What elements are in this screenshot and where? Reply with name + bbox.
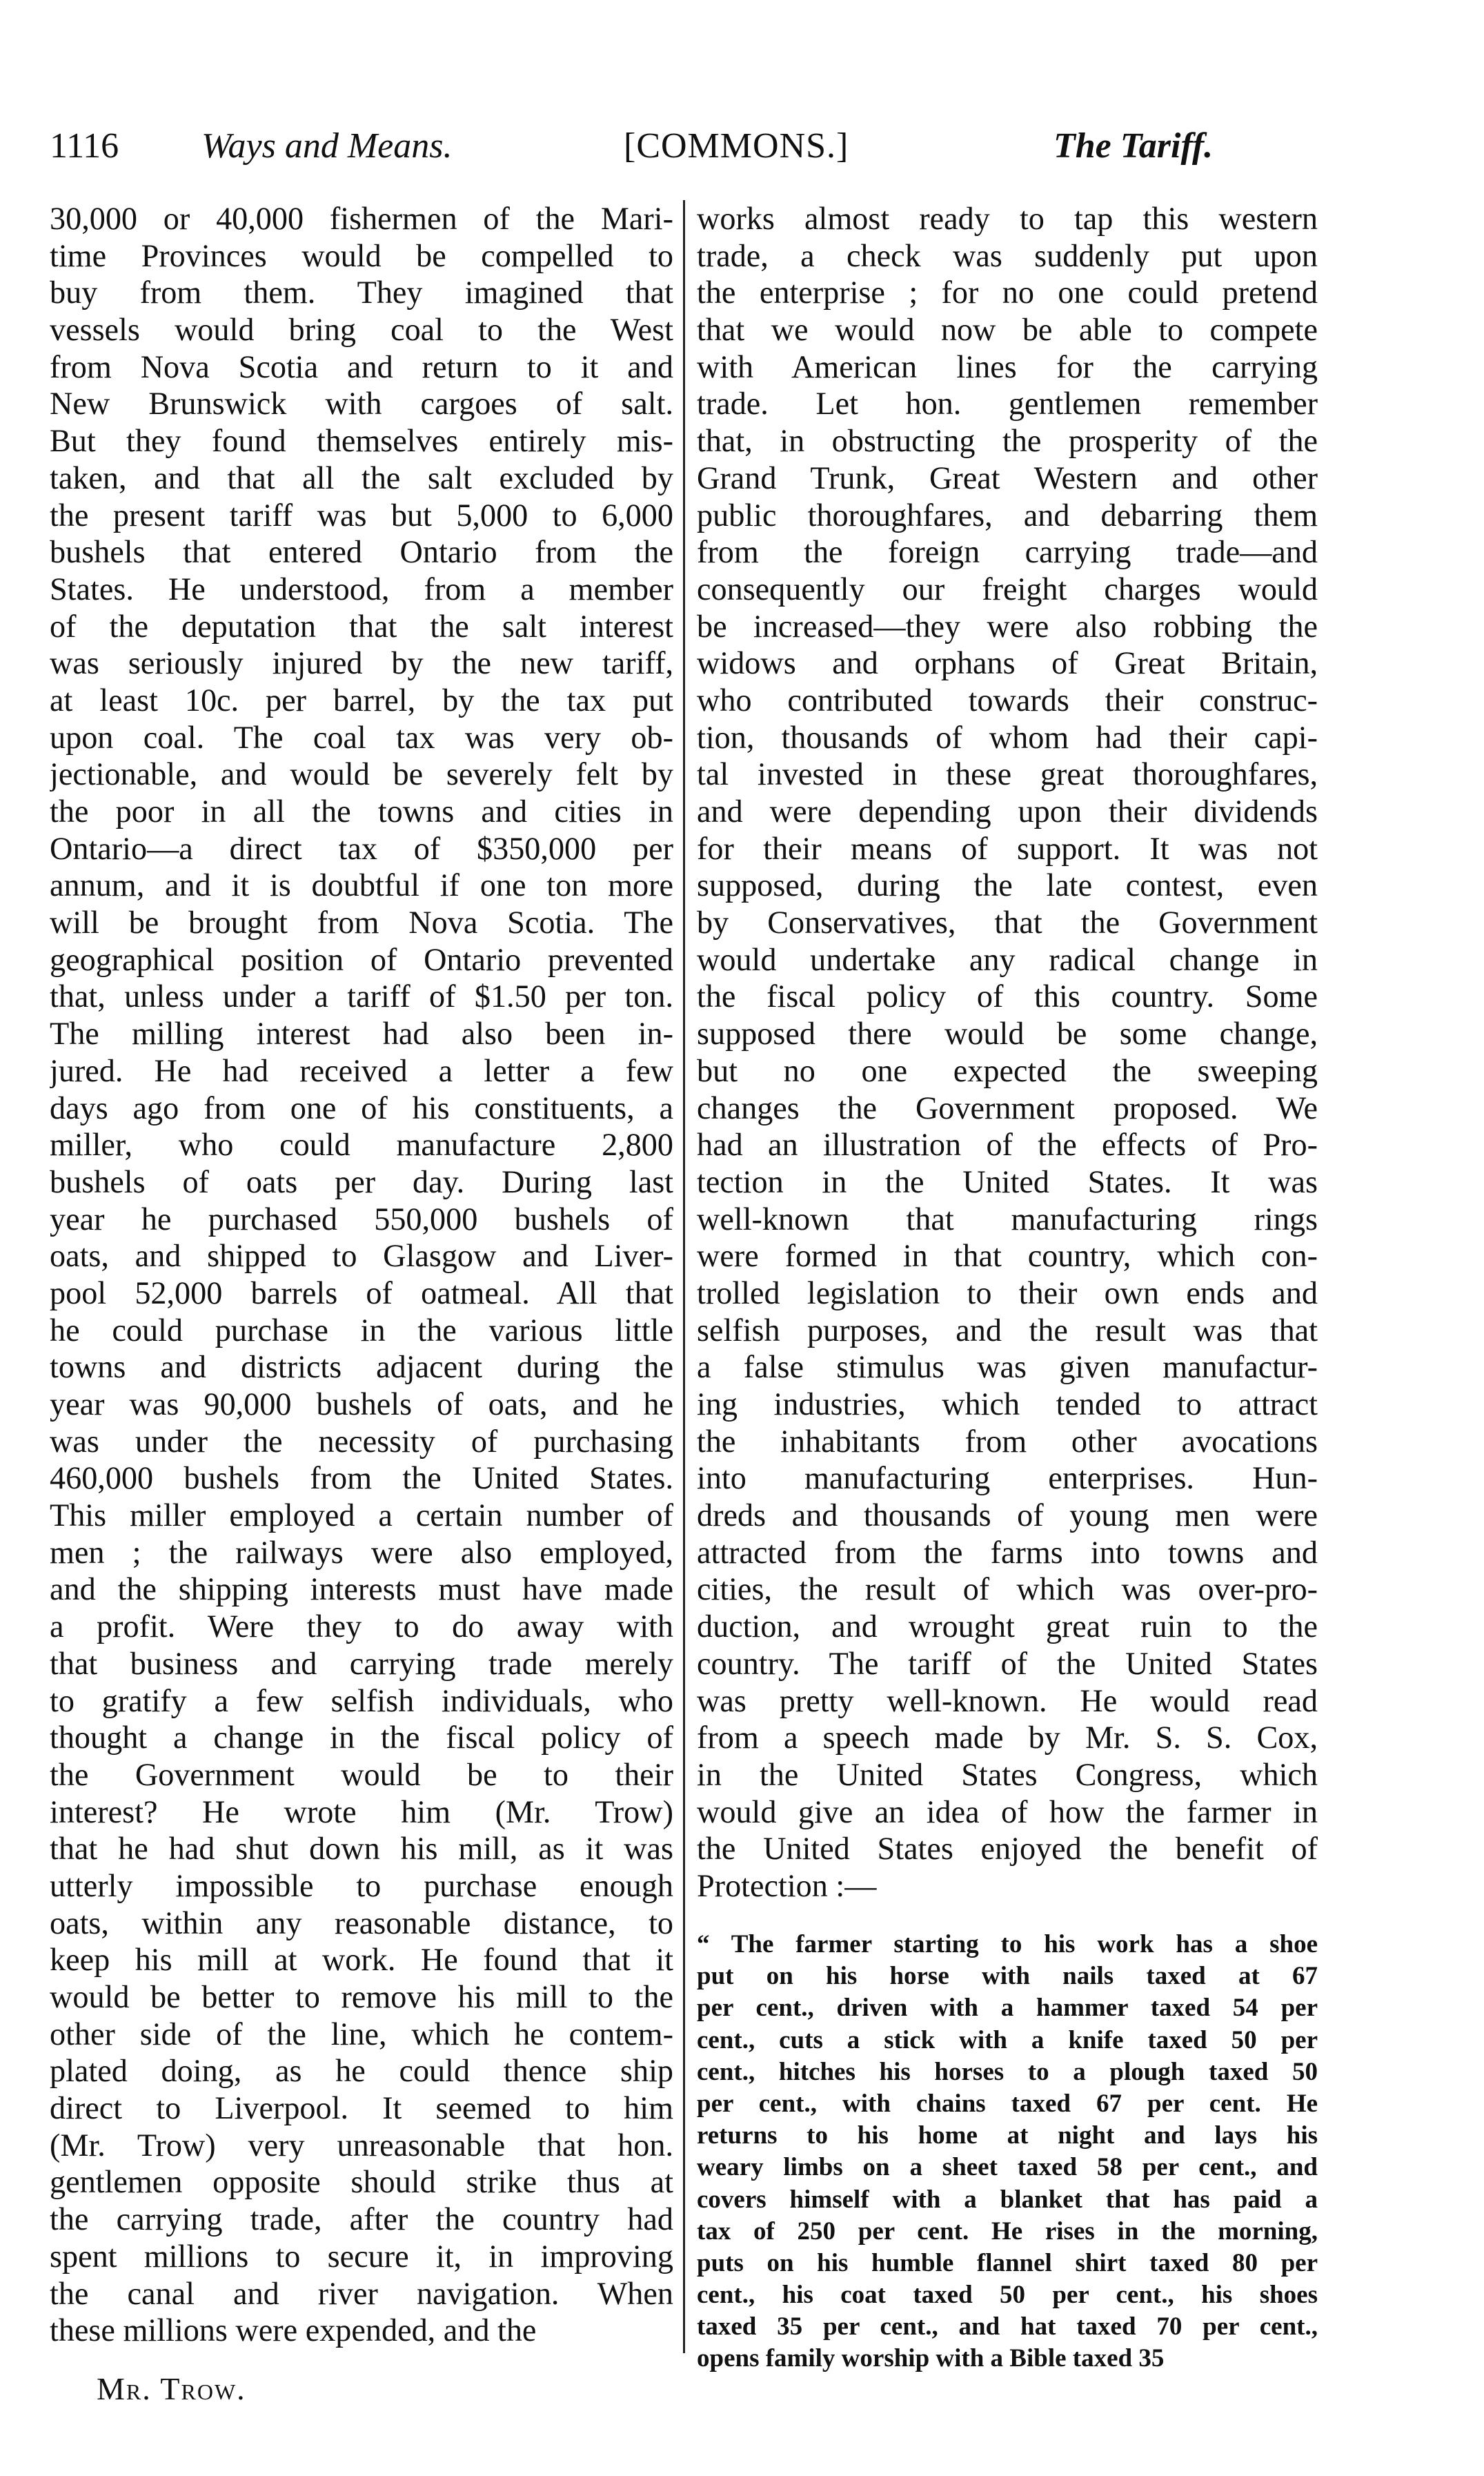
text-line: per cent., driven with a hammer taxed 54 per [697, 1994, 1318, 2023]
text-line: well-known that manufacturing rings [697, 1201, 1318, 1237]
text-line: the present tariff was but 5,000 to 6,000 [50, 497, 673, 533]
text-line: But they found themselves entirely mis- [50, 423, 673, 459]
text-line: thought a change in the fiscal policy of [50, 1720, 673, 1756]
text-line: 460,000 bushels from the United States. [50, 1460, 673, 1496]
text-line: and were depending upon their dividends [697, 794, 1318, 829]
right-column-text [697, 200, 1318, 1905]
text-line: changes the Government proposed. We [697, 1090, 1318, 1126]
text-line: time Provinces would be compelled to [50, 237, 673, 273]
text-line: bushels of oats per day. During last [50, 1163, 673, 1199]
text-line: States. He understood, from a member [50, 571, 673, 607]
text-line: plated doing, as he could thence ship [50, 2053, 673, 2089]
text-line: tax of 250 per cent. He rises in the morning, [697, 2217, 1318, 2246]
running-header [50, 126, 1340, 174]
text-line: from Nova Scotia and return to it and [50, 348, 673, 384]
text-line: returns to his home at night and lays his [697, 2121, 1318, 2150]
text-line: direct to Liverpool. It seemed to him [50, 2090, 673, 2126]
quoted-speech-block [697, 1929, 1318, 2375]
text-line: opens family worship with a Bible taxed 35 [697, 2344, 1165, 2373]
right-column [697, 200, 1318, 1905]
text-line: Ontario—a direct tax of $350,000 per [50, 830, 673, 866]
text-line: the poor in all the towns and cities in [50, 794, 673, 829]
speaker-name: Mr. Trow. [97, 2371, 246, 2406]
text-line: in the United States Congress, which [697, 1756, 1318, 1792]
text-line: cities, the result of which was over-pro- [697, 1571, 1318, 1607]
text-line: taxed 35 per cent., and hat taxed 70 per cent., [697, 2312, 1318, 2341]
text-line: that we would now be able to compete [697, 312, 1318, 348]
text-line: jectionable, and would be severely felt by [50, 756, 673, 792]
text-line: towns and districts adjacent during the [50, 1349, 673, 1385]
text-line: from the foreign carrying trade—and [697, 534, 1318, 570]
text-line: from a speech made by Mr. S. S. Cox, [697, 1720, 1318, 1756]
text-line: trade. Let hon. gentlemen remember [697, 386, 1318, 422]
text-line: “ The farmer starting to his work has a shoe [697, 1930, 1318, 1958]
text-line: This miller employed a certain number of [50, 1497, 673, 1533]
text-line: attracted from the farms into towns and [697, 1534, 1318, 1570]
text-line: gentlemen opposite should strike thus at [50, 2164, 673, 2200]
left-column-text [50, 200, 673, 2349]
text-line: by Conservatives, that the Government [697, 905, 1318, 941]
text-line: the canal and river navigation. When [50, 2275, 673, 2311]
text-line: weary limbs on a sheet taxed 58 per cent., and [697, 2153, 1318, 2182]
text-line: per cent., with chains taxed 67 per cent. He [697, 2089, 1318, 2118]
text-line: ing industries, which tended to attract [697, 1386, 1318, 1422]
page-number: 1116 [50, 126, 119, 166]
text-line: that business and carrying trade merely [50, 1645, 673, 1681]
text-line: the Government would be to their [50, 1756, 673, 1792]
text-line: buy from them. They imagined that [50, 275, 673, 311]
text-line: miller, who could manufacture 2,800 [50, 1127, 673, 1163]
text-line: the United States enjoyed the benefit of [697, 1831, 1318, 1867]
text-line: the fiscal policy of this country. Some [697, 979, 1318, 1014]
text-line: The milling interest had also been in- [50, 1016, 673, 1052]
column-divider [683, 200, 685, 2353]
text-line: these millions were expended, and the [50, 2312, 537, 2348]
text-line: trolled legislation to their own ends and [697, 1275, 1318, 1310]
text-line: trade, a check was suddenly put upon [697, 237, 1318, 273]
text-line: vessels would bring coal to the West [50, 312, 673, 348]
text-line: supposed, during the late contest, even [697, 867, 1318, 903]
text-line: at least 10c. per barrel, by the tax put [50, 682, 673, 718]
text-line: of the deputation that the salt interest [50, 608, 673, 644]
text-line: that he had shut down his mill, as it was [50, 1831, 673, 1867]
text-line: but no one expected the sweeping [697, 1052, 1318, 1088]
text-line: for their means of support. It was not [697, 830, 1318, 866]
text-line: spent millions to secure it, in improving [50, 2238, 673, 2274]
text-line: geographical position of Ontario prevented [50, 941, 673, 977]
text-line: put on his horse with nails taxed at 67 [697, 1962, 1318, 1991]
text-line: New Brunswick with cargoes of salt. [50, 386, 673, 422]
text-line: taken, and that all the salt excluded by [50, 460, 673, 495]
section-title: Ways and Means. [201, 126, 453, 166]
text-line: that, unless under a tariff of $1.50 per ton. [50, 979, 673, 1014]
text-line: duction, and wrought great ruin to the [697, 1609, 1318, 1644]
text-line: would undertake any radical change in [697, 941, 1318, 977]
text-line: into manufacturing enterprises. Hun- [697, 1460, 1318, 1496]
text-line: pool 52,000 barrels of oatmeal. All that [50, 1275, 673, 1310]
text-line: cent., cuts a stick with a knife taxed 50 per [697, 2025, 1318, 2054]
text-line: covers himself with a blanket that has paid a [697, 2185, 1318, 2214]
text-line: was seriously injured by the new tariff, [50, 645, 673, 681]
text-line: year he purchased 550,000 bushels of [50, 1201, 673, 1237]
text-line: dreds and thousands of young men were [697, 1497, 1318, 1533]
text-line: and the shipping interests must have made [50, 1571, 673, 1607]
text-line: were formed in that country, which con- [697, 1238, 1318, 1274]
text-line: tion, thousands of whom had their capi- [697, 719, 1318, 755]
left-column [50, 200, 673, 2349]
text-line: he could purchase in the various little [50, 1312, 673, 1348]
text-line: other side of the line, which he contem- [50, 2016, 673, 2052]
text-line: utterly impossible to purchase enough [50, 1867, 673, 1903]
text-line: oats, within any reasonable distance, to [50, 1905, 673, 1940]
text-line: tal invested in these great thoroughfares, [697, 756, 1318, 792]
topic-title: The Tariff. [1053, 126, 1214, 166]
text-line: works almost ready to tap this western [697, 201, 1318, 236]
text-line: that, in obstructing the prosperity of the [697, 423, 1318, 459]
text-line: jured. He had received a letter a few [50, 1052, 673, 1088]
text-line: tection in the United States. It was [697, 1163, 1318, 1199]
text-line: (Mr. Trow) very unreasonable that hon. [50, 2127, 673, 2163]
text-line: upon coal. The coal tax was very ob- [50, 719, 673, 755]
text-line: the carrying trade, after the country had [50, 2201, 673, 2237]
text-line: cent., his coat taxed 50 per cent., his shoes [697, 2281, 1318, 2310]
text-line: would give an idea of how the farmer in [697, 1794, 1318, 1829]
text-line: cent., hitches his horses to a plough taxed 50 [697, 2057, 1318, 2086]
text-line: public thoroughfares, and debarring them [697, 497, 1318, 533]
text-line: consequently our freight charges would [697, 571, 1318, 607]
text-line: year was 90,000 bushels of oats, and he [50, 1386, 673, 1422]
text-line: 30,000 or 40,000 fishermen of the Mari- [50, 201, 673, 236]
text-line: oats, and shipped to Glasgow and Liver- [50, 1238, 673, 1274]
text-line: bushels that entered Ontario from the [50, 534, 673, 570]
house-name: [COMMONS.] [624, 126, 849, 166]
text-line: was under the necessity of purchasing [50, 1423, 673, 1459]
text-line: a false stimulus was given manufactur- [697, 1349, 1318, 1385]
text-line: with American lines for the carrying [697, 348, 1318, 384]
text-line: the inhabitants from other avocations [697, 1423, 1318, 1459]
text-line: had an illustration of the effects of Pro- [697, 1127, 1318, 1163]
text-line: would be better to remove his mill to the [50, 1979, 673, 2014]
text-line: a profit. Were they to do away with [50, 1609, 673, 1644]
text-line: selfish purposes, and the result was that [697, 1312, 1318, 1348]
text-line: be increased—they were also robbing the [697, 608, 1318, 644]
text-line: men ; the railways were also employed, [50, 1534, 673, 1570]
text-line: the enterprise ; for no one could pretend [697, 275, 1318, 311]
text-line: annum, and it is doubtful if one ton more [50, 867, 673, 903]
text-line: country. The tariff of the United States [697, 1645, 1318, 1681]
text-line: Protection :— [697, 1867, 877, 1903]
text-line: who contributed towards their construc- [697, 682, 1318, 718]
text-line: puts on his humble flannel shirt taxed 80 per [697, 2248, 1318, 2277]
text-line: was pretty well-known. He would read [697, 1682, 1318, 1718]
text-line: will be brought from Nova Scotia. The [50, 905, 673, 941]
text-line: Grand Trunk, Great Western and other [697, 460, 1318, 495]
text-line: days ago from one of his constituents, a [50, 1090, 673, 1126]
text-line: keep his mill at work. He found that it [50, 1942, 673, 1978]
text-line: supposed there would be some change, [697, 1016, 1318, 1052]
text-line: to gratify a few selfish individuals, who [50, 1682, 673, 1718]
text-line: widows and orphans of Great Britain, [697, 645, 1318, 681]
text-line: interest? He wrote him (Mr. Trow) [50, 1794, 673, 1829]
